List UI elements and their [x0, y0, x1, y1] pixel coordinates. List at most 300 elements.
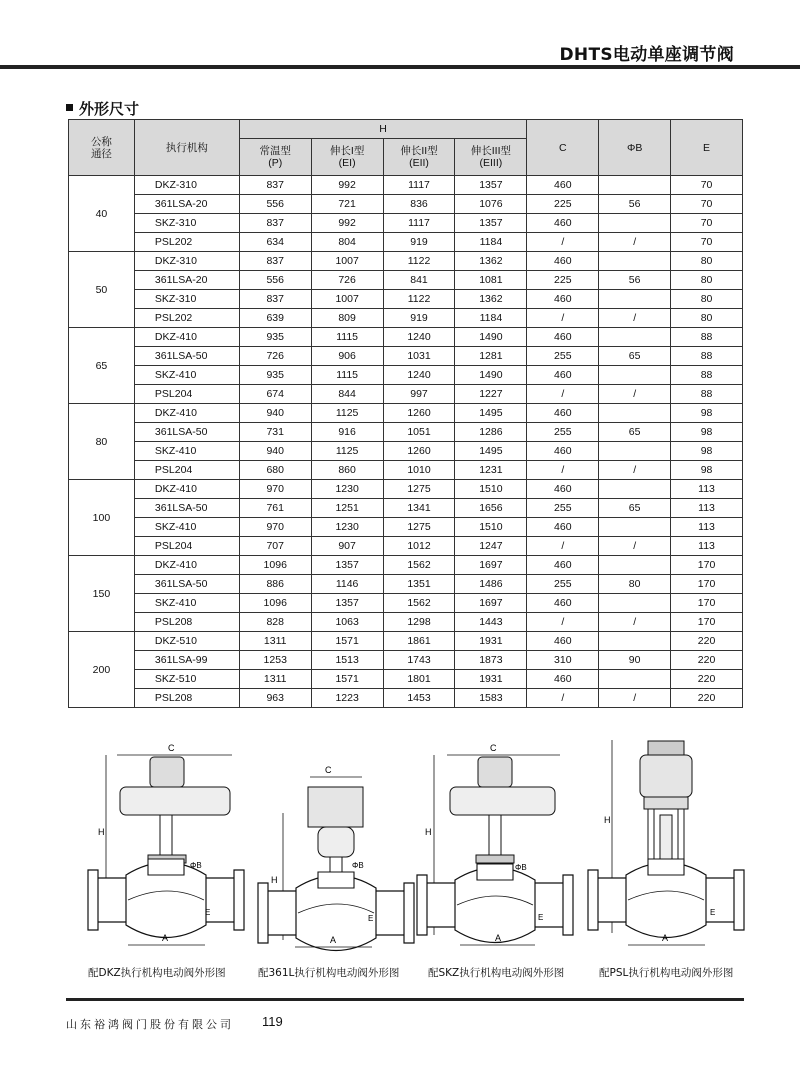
- cell-value: 1122: [383, 252, 455, 271]
- cell-value: 1495: [455, 442, 527, 461]
- cell-value: /: [599, 309, 671, 328]
- cell-value: 940: [239, 442, 311, 461]
- cell-value: 1311: [239, 632, 311, 651]
- section-title: [66, 98, 139, 119]
- cell-value: 460: [527, 252, 599, 271]
- svg-text:C: C: [490, 743, 497, 753]
- cell-value: 1281: [455, 347, 527, 366]
- cell-value: 170: [671, 594, 743, 613]
- cell-value: 1251: [311, 499, 383, 518]
- cell-value: 1453: [383, 689, 455, 708]
- cell-value: 1122: [383, 290, 455, 309]
- cell-value: 1873: [455, 651, 527, 670]
- cell-value: 1007: [311, 252, 383, 271]
- cell-actuator: PSL208: [134, 689, 239, 708]
- dim-c-label: C: [168, 743, 175, 753]
- table-row: [69, 499, 743, 518]
- cell-value: 98: [671, 461, 743, 480]
- cell-value: 707: [239, 537, 311, 556]
- footer-rule: [66, 998, 744, 1001]
- table-row: [69, 328, 743, 347]
- cell-value: 919: [383, 233, 455, 252]
- cell-value: 113: [671, 499, 743, 518]
- cell-actuator: 361LSA-50: [134, 499, 239, 518]
- cell-value: 70: [671, 176, 743, 195]
- cell-actuator: PSL202: [134, 309, 239, 328]
- cell-value: 70: [671, 233, 743, 252]
- cell-value: 916: [311, 423, 383, 442]
- table-row: [69, 195, 743, 214]
- cell-value: 1583: [455, 689, 527, 708]
- cell-value: 460: [527, 442, 599, 461]
- skz-valve-drawing: [417, 743, 573, 945]
- cell-value: [599, 366, 671, 385]
- cell-value: 1357: [311, 594, 383, 613]
- table-row: [69, 233, 743, 252]
- cell-value: 726: [311, 271, 383, 290]
- cell-value: 1096: [239, 594, 311, 613]
- cell-value: 1230: [311, 518, 383, 537]
- cell-actuator: SKZ-510: [134, 670, 239, 689]
- cell-value: [599, 290, 671, 309]
- cell-value: 80: [671, 252, 743, 271]
- table-row: [69, 480, 743, 499]
- header-e: E: [671, 120, 743, 176]
- cell-value: 1275: [383, 480, 455, 499]
- table-row: [69, 442, 743, 461]
- cell-value: 860: [311, 461, 383, 480]
- cell-value: 1510: [455, 518, 527, 537]
- dn-cell: 80: [69, 404, 135, 480]
- cell-value: 1571: [311, 632, 383, 651]
- cell-value: 1490: [455, 328, 527, 347]
- cell-value: /: [599, 233, 671, 252]
- cell-value: 80: [671, 290, 743, 309]
- cell-value: 721: [311, 195, 383, 214]
- cell-value: 1362: [455, 252, 527, 271]
- cell-value: 1096: [239, 556, 311, 575]
- cell-value: 1931: [455, 670, 527, 689]
- cell-value: 1311: [239, 670, 311, 689]
- cell-value: 170: [671, 613, 743, 632]
- cell-actuator: PSL204: [134, 385, 239, 404]
- table-body: [69, 176, 743, 708]
- cell-value: 225: [527, 271, 599, 290]
- table-row: [69, 385, 743, 404]
- cell-value: 80: [671, 309, 743, 328]
- table-row: [69, 461, 743, 480]
- cell-value: 828: [239, 613, 311, 632]
- cell-value: 1801: [383, 670, 455, 689]
- 361l-valve-drawing: [258, 765, 414, 951]
- cell-value: 1562: [383, 594, 455, 613]
- dn-cell: 40: [69, 176, 135, 252]
- svg-text:E: E: [710, 908, 716, 917]
- cell-value: 804: [311, 233, 383, 252]
- cell-value: 639: [239, 309, 311, 328]
- table-row: [69, 670, 743, 689]
- cell-value: /: [527, 613, 599, 632]
- cell-value: 255: [527, 347, 599, 366]
- cell-value: 1697: [455, 556, 527, 575]
- cell-value: 1051: [383, 423, 455, 442]
- cell-value: 556: [239, 271, 311, 290]
- cell-value: 886: [239, 575, 311, 594]
- cell-value: 98: [671, 423, 743, 442]
- cell-value: 907: [311, 537, 383, 556]
- cell-value: [599, 480, 671, 499]
- cell-value: 220: [671, 670, 743, 689]
- cell-value: /: [527, 233, 599, 252]
- cell-value: 1253: [239, 651, 311, 670]
- header-phib: ΦB: [599, 120, 671, 176]
- cell-value: 1562: [383, 556, 455, 575]
- table-row: [69, 214, 743, 233]
- svg-text:ΦB: ΦB: [515, 863, 527, 872]
- cell-actuator: 361LSA-50: [134, 347, 239, 366]
- cell-value: /: [527, 461, 599, 480]
- dn-cell: 150: [69, 556, 135, 632]
- cell-value: 1490: [455, 366, 527, 385]
- header-e1: 伸长I型 (EI): [311, 139, 383, 176]
- section-title-text: 外形尺寸: [79, 100, 140, 118]
- cell-value: 460: [527, 556, 599, 575]
- cell-value: /: [599, 461, 671, 480]
- cell-value: [599, 442, 671, 461]
- cell-value: 220: [671, 651, 743, 670]
- cell-phib: 65: [599, 347, 671, 366]
- cell-value: /: [599, 385, 671, 404]
- cell-value: 70: [671, 214, 743, 233]
- cell-value: 1362: [455, 290, 527, 309]
- table-row: [69, 290, 743, 309]
- cell-value: [599, 594, 671, 613]
- cell-value: 935: [239, 366, 311, 385]
- cell-value: 255: [527, 575, 599, 594]
- cell-value: 1115: [311, 366, 383, 385]
- valve-outline-drawings: [0, 735, 800, 985]
- cell-value: [599, 670, 671, 689]
- table-row: [69, 556, 743, 575]
- table-row: [69, 575, 743, 594]
- cell-actuator: SKZ-410: [134, 366, 239, 385]
- cell-value: 1012: [383, 537, 455, 556]
- dn-cell: 50: [69, 252, 135, 328]
- cell-actuator: SKZ-310: [134, 214, 239, 233]
- cell-value: 837: [239, 252, 311, 271]
- table-row: [69, 689, 743, 708]
- cell-value: 992: [311, 214, 383, 233]
- cell-actuator: DKZ-410: [134, 328, 239, 347]
- cell-value: 113: [671, 537, 743, 556]
- page-header-title: DHTS电动单座调节阀: [559, 45, 734, 65]
- cell-value: 997: [383, 385, 455, 404]
- cell-value: /: [599, 613, 671, 632]
- footer-page-number: 119: [262, 1014, 283, 1029]
- dn-cell: 100: [69, 480, 135, 556]
- cell-actuator: 361LSA-50: [134, 423, 239, 442]
- cell-value: 1230: [311, 480, 383, 499]
- cell-value: [599, 632, 671, 651]
- cell-value: 98: [671, 442, 743, 461]
- cell-value: 1571: [311, 670, 383, 689]
- cell-value: [599, 252, 671, 271]
- svg-text:A: A: [495, 933, 502, 943]
- cell-value: 1341: [383, 499, 455, 518]
- cell-value: 1007: [311, 290, 383, 309]
- cell-value: 1743: [383, 651, 455, 670]
- cell-value: 1031: [383, 347, 455, 366]
- svg-text:E: E: [538, 913, 544, 922]
- cell-value: 460: [527, 176, 599, 195]
- cell-value: 1260: [383, 442, 455, 461]
- cell-value: 460: [527, 632, 599, 651]
- cell-value: 1227: [455, 385, 527, 404]
- cell-value: 1076: [455, 195, 527, 214]
- cell-value: 1357: [311, 556, 383, 575]
- cell-value: /: [527, 537, 599, 556]
- cell-value: 1697: [455, 594, 527, 613]
- cell-value: 88: [671, 328, 743, 347]
- cell-value: 113: [671, 518, 743, 537]
- cell-value: 726: [239, 347, 311, 366]
- cell-value: 80: [671, 271, 743, 290]
- cell-actuator: DKZ-410: [134, 404, 239, 423]
- cell-value: 1231: [455, 461, 527, 480]
- caption-dkz: 配DKZ执行机构电动阀外形图: [88, 967, 226, 979]
- table-row: [69, 423, 743, 442]
- cell-value: /: [599, 689, 671, 708]
- cell-value: 220: [671, 689, 743, 708]
- cell-value: 761: [239, 499, 311, 518]
- header-h-group: H: [239, 120, 527, 139]
- cell-actuator: SKZ-410: [134, 594, 239, 613]
- cell-actuator: DKZ-310: [134, 176, 239, 195]
- cell-actuator: 361LSA-20: [134, 271, 239, 290]
- header-c: C: [527, 120, 599, 176]
- table-row: [69, 347, 743, 366]
- cell-value: 310: [527, 651, 599, 670]
- caption-psl: 配PSL执行机构电动阀外形图: [599, 967, 734, 979]
- cell-value: 837: [239, 176, 311, 195]
- cell-value: 88: [671, 366, 743, 385]
- cell-value: 1117: [383, 214, 455, 233]
- cell-value: 1240: [383, 328, 455, 347]
- cell-value: 460: [527, 594, 599, 613]
- cell-value: 1146: [311, 575, 383, 594]
- cell-value: 88: [671, 347, 743, 366]
- table-row: [69, 252, 743, 271]
- svg-text:C: C: [325, 765, 332, 775]
- table-row: [69, 537, 743, 556]
- cell-value: 731: [239, 423, 311, 442]
- cell-value: 255: [527, 423, 599, 442]
- table-row: [69, 594, 743, 613]
- cell-value: 225: [527, 195, 599, 214]
- dn-cell: 65: [69, 328, 135, 404]
- table-row: [69, 518, 743, 537]
- cell-value: 98: [671, 404, 743, 423]
- cell-value: 1125: [311, 442, 383, 461]
- cell-value: [599, 518, 671, 537]
- header-actuator: 执行机构: [134, 120, 239, 176]
- cell-value: 1081: [455, 271, 527, 290]
- cell-value: 1184: [455, 309, 527, 328]
- cell-value: 460: [527, 518, 599, 537]
- cell-value: [599, 328, 671, 347]
- cell-value: 935: [239, 328, 311, 347]
- cell-value: 220: [671, 632, 743, 651]
- cell-value: 1223: [311, 689, 383, 708]
- cell-value: 906: [311, 347, 383, 366]
- cell-value: 1861: [383, 632, 455, 651]
- cell-actuator: SKZ-310: [134, 290, 239, 309]
- dim-phib-label: ΦB: [190, 861, 202, 870]
- dim-e-label: E: [205, 908, 211, 917]
- cell-value: 1184: [455, 233, 527, 252]
- cell-actuator: 361LSA-99: [134, 651, 239, 670]
- footer-company: 山东裕鸿阀门股份有限公司: [66, 1018, 234, 1031]
- table-row: [69, 271, 743, 290]
- cell-value: 1443: [455, 613, 527, 632]
- cell-value: 170: [671, 575, 743, 594]
- cell-value: 1115: [311, 328, 383, 347]
- cell-value: 970: [239, 480, 311, 499]
- cell-phib: 56: [599, 271, 671, 290]
- table-row: [69, 613, 743, 632]
- cell-value: 919: [383, 309, 455, 328]
- cell-actuator: PSL204: [134, 537, 239, 556]
- cell-phib: 56: [599, 195, 671, 214]
- cell-actuator: 361LSA-50: [134, 575, 239, 594]
- cell-value: 836: [383, 195, 455, 214]
- cell-value: 1298: [383, 613, 455, 632]
- svg-text:ΦB: ΦB: [352, 861, 364, 870]
- cell-value: 460: [527, 480, 599, 499]
- cell-value: [599, 556, 671, 575]
- cell-value: 940: [239, 404, 311, 423]
- cell-value: 70: [671, 195, 743, 214]
- table-row: [69, 366, 743, 385]
- cell-value: 674: [239, 385, 311, 404]
- cell-value: 1275: [383, 518, 455, 537]
- table-row: [69, 176, 743, 195]
- cell-value: 1931: [455, 632, 527, 651]
- cell-actuator: PSL202: [134, 233, 239, 252]
- cell-value: 1357: [455, 214, 527, 233]
- cell-value: /: [599, 537, 671, 556]
- cell-actuator: 361LSA-20: [134, 195, 239, 214]
- cell-value: 460: [527, 404, 599, 423]
- svg-text:E: E: [368, 914, 374, 923]
- cell-value: [599, 404, 671, 423]
- dimension-table: [68, 119, 743, 708]
- cell-phib: 65: [599, 499, 671, 518]
- cell-actuator: SKZ-410: [134, 518, 239, 537]
- cell-value: 1260: [383, 404, 455, 423]
- header-e2: 伸长II型 (EII): [383, 139, 455, 176]
- cell-value: 634: [239, 233, 311, 252]
- cell-value: 113: [671, 480, 743, 499]
- cell-value: 1357: [455, 176, 527, 195]
- cell-value: [599, 176, 671, 195]
- dn-cell: 200: [69, 632, 135, 708]
- cell-value: 170: [671, 556, 743, 575]
- svg-text:H: H: [425, 827, 432, 837]
- dim-a-label: A: [162, 933, 169, 943]
- header-rule: [0, 65, 800, 69]
- cell-value: 255: [527, 499, 599, 518]
- cell-value: 1063: [311, 613, 383, 632]
- cell-value: 1240: [383, 366, 455, 385]
- cell-value: /: [527, 309, 599, 328]
- dkz-valve-drawing: [88, 743, 244, 945]
- header-p: 常温型 (P): [239, 139, 311, 176]
- cell-phib: 90: [599, 651, 671, 670]
- cell-value: 680: [239, 461, 311, 480]
- cell-value: 460: [527, 670, 599, 689]
- cell-value: 1510: [455, 480, 527, 499]
- svg-text:H: H: [604, 815, 611, 825]
- cell-value: [599, 214, 671, 233]
- cell-value: 844: [311, 385, 383, 404]
- cell-value: 1286: [455, 423, 527, 442]
- cell-value: /: [527, 689, 599, 708]
- cell-actuator: DKZ-510: [134, 632, 239, 651]
- svg-text:H: H: [271, 875, 278, 885]
- cell-value: 1656: [455, 499, 527, 518]
- cell-value: 460: [527, 290, 599, 309]
- cell-value: /: [527, 385, 599, 404]
- header-e3: 伸长III型 (EIII): [455, 139, 527, 176]
- cell-value: 1351: [383, 575, 455, 594]
- dim-h-label: H: [98, 827, 105, 837]
- cell-actuator: DKZ-410: [134, 480, 239, 499]
- svg-text:A: A: [662, 933, 669, 943]
- caption-skz: 配SKZ执行机构电动阀外形图: [428, 967, 565, 979]
- header-dn: 公称 通径: [69, 120, 135, 176]
- table-row: [69, 632, 743, 651]
- cell-value: 970: [239, 518, 311, 537]
- cell-value: 1247: [455, 537, 527, 556]
- cell-value: 1495: [455, 404, 527, 423]
- cell-value: 460: [527, 328, 599, 347]
- caption-361l: 配361L执行机构电动阀外形图: [258, 967, 400, 979]
- cell-value: 841: [383, 271, 455, 290]
- cell-phib: 65: [599, 423, 671, 442]
- psl-valve-drawing: [588, 740, 744, 945]
- svg-text:A: A: [330, 935, 337, 945]
- cell-value: 1010: [383, 461, 455, 480]
- table-row: [69, 404, 743, 423]
- cell-value: 1117: [383, 176, 455, 195]
- cell-value: 963: [239, 689, 311, 708]
- table-row: [69, 651, 743, 670]
- cell-value: 1125: [311, 404, 383, 423]
- bullet-square-icon: [66, 104, 73, 111]
- cell-actuator: PSL204: [134, 461, 239, 480]
- cell-value: 1513: [311, 651, 383, 670]
- cell-value: 1486: [455, 575, 527, 594]
- cell-value: 837: [239, 290, 311, 309]
- cell-actuator: SKZ-410: [134, 442, 239, 461]
- cell-phib: 80: [599, 575, 671, 594]
- cell-actuator: DKZ-410: [134, 556, 239, 575]
- cell-value: 460: [527, 366, 599, 385]
- cell-value: 88: [671, 385, 743, 404]
- cell-value: 460: [527, 214, 599, 233]
- cell-value: 809: [311, 309, 383, 328]
